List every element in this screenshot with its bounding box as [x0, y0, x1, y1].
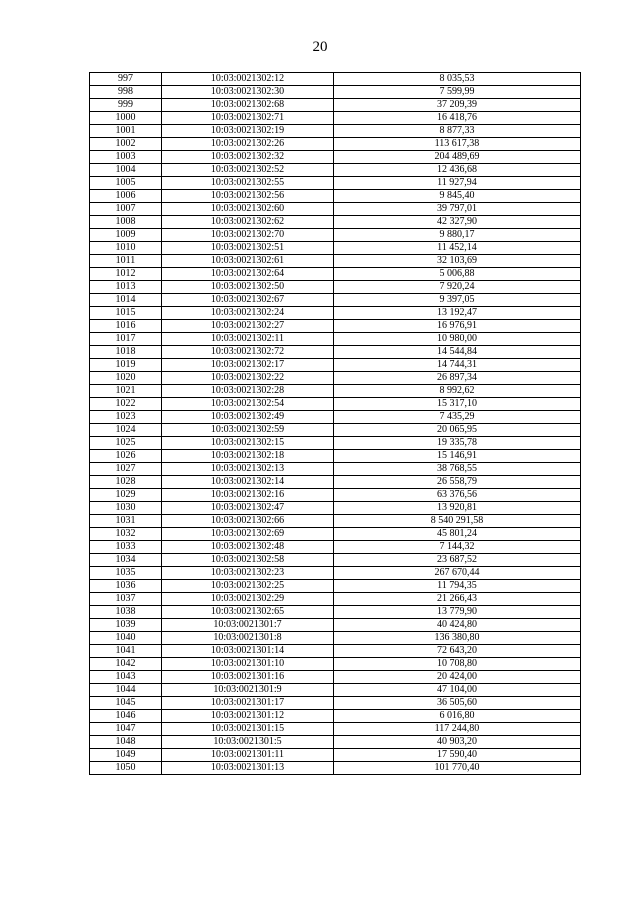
row-number-cell: 1009	[90, 229, 162, 242]
table-row	[90, 294, 581, 307]
table-row	[90, 606, 581, 619]
amount-cell: 23 687,52	[334, 554, 581, 567]
cadastral-number-cell: 10:03:0021301:14	[162, 645, 334, 658]
amount-cell: 8 540 291,58	[334, 515, 581, 528]
cadastral-number-cell: 10:03:0021301:12	[162, 710, 334, 723]
table-row	[90, 463, 581, 476]
cadastral-number-cell: 10:03:0021302:56	[162, 190, 334, 203]
cadastral-number-cell: 10:03:0021302:69	[162, 528, 334, 541]
row-number-cell: 1011	[90, 255, 162, 268]
row-number-cell: 999	[90, 99, 162, 112]
row-number-cell: 1038	[90, 606, 162, 619]
row-number-cell: 1002	[90, 138, 162, 151]
cadastral-number-cell: 10:03:0021302:72	[162, 346, 334, 359]
table-row	[90, 385, 581, 398]
cadastral-number-cell: 10:03:0021302:70	[162, 229, 334, 242]
cadastral-number-cell: 10:03:0021302:12	[162, 73, 334, 86]
table-row	[90, 86, 581, 99]
row-number-cell: 1020	[90, 372, 162, 385]
table-row	[90, 619, 581, 632]
ledger-table	[89, 72, 581, 775]
amount-cell: 63 376,56	[334, 489, 581, 502]
amount-cell: 16 418,76	[334, 112, 581, 125]
table-row	[90, 125, 581, 138]
row-number-cell: 1025	[90, 437, 162, 450]
amount-cell: 40 424,80	[334, 619, 581, 632]
cadastral-number-cell: 10:03:0021302:66	[162, 515, 334, 528]
amount-cell: 7 435,29	[334, 411, 581, 424]
table-row	[90, 697, 581, 710]
cadastral-number-cell: 10:03:0021301:15	[162, 723, 334, 736]
amount-cell: 15 146,91	[334, 450, 581, 463]
table-row	[90, 749, 581, 762]
cadastral-number-cell: 10:03:0021301:10	[162, 658, 334, 671]
row-number-cell: 1041	[90, 645, 162, 658]
amount-cell: 72 643,20	[334, 645, 581, 658]
table-row	[90, 541, 581, 554]
cadastral-number-cell: 10:03:0021302:67	[162, 294, 334, 307]
cadastral-number-cell: 10:03:0021302:68	[162, 99, 334, 112]
table-row	[90, 164, 581, 177]
row-number-cell: 1015	[90, 307, 162, 320]
amount-cell: 10 980,00	[334, 333, 581, 346]
row-number-cell: 1032	[90, 528, 162, 541]
row-number-cell: 1024	[90, 424, 162, 437]
amount-cell: 45 801,24	[334, 528, 581, 541]
table-row	[90, 190, 581, 203]
amount-cell: 20 424,00	[334, 671, 581, 684]
cadastral-number-cell: 10:03:0021301:17	[162, 697, 334, 710]
table-row	[90, 450, 581, 463]
cadastral-number-cell: 10:03:0021302:15	[162, 437, 334, 450]
row-number-cell: 1037	[90, 593, 162, 606]
table-row	[90, 489, 581, 502]
row-number-cell: 1017	[90, 333, 162, 346]
table-row	[90, 502, 581, 515]
row-number-cell: 1000	[90, 112, 162, 125]
table-row	[90, 99, 581, 112]
table-row	[90, 359, 581, 372]
amount-cell: 39 797,01	[334, 203, 581, 216]
cadastral-number-cell: 10:03:0021302:17	[162, 359, 334, 372]
row-number-cell: 1045	[90, 697, 162, 710]
cadastral-number-cell: 10:03:0021302:29	[162, 593, 334, 606]
amount-cell: 12 436,68	[334, 164, 581, 177]
amount-cell: 9 397,05	[334, 294, 581, 307]
table-row	[90, 398, 581, 411]
table-row	[90, 658, 581, 671]
amount-cell: 7 920,24	[334, 281, 581, 294]
amount-cell: 37 209,39	[334, 99, 581, 112]
amount-cell: 40 903,20	[334, 736, 581, 749]
row-number-cell: 997	[90, 73, 162, 86]
row-number-cell: 1022	[90, 398, 162, 411]
cadastral-number-cell: 10:03:0021302:48	[162, 541, 334, 554]
amount-cell: 204 489,69	[334, 151, 581, 164]
table-row	[90, 255, 581, 268]
table-row	[90, 684, 581, 697]
amount-cell: 20 065,95	[334, 424, 581, 437]
amount-cell: 11 927,94	[334, 177, 581, 190]
row-number-cell: 1031	[90, 515, 162, 528]
cadastral-number-cell: 10:03:0021302:16	[162, 489, 334, 502]
table-row	[90, 411, 581, 424]
row-number-cell: 1026	[90, 450, 162, 463]
table-row	[90, 242, 581, 255]
amount-cell: 15 317,10	[334, 398, 581, 411]
table-row	[90, 281, 581, 294]
cadastral-number-cell: 10:03:0021302:13	[162, 463, 334, 476]
cadastral-number-cell: 10:03:0021302:27	[162, 320, 334, 333]
table-row	[90, 138, 581, 151]
table-row	[90, 515, 581, 528]
cadastral-number-cell: 10:03:0021302:26	[162, 138, 334, 151]
row-number-cell: 1043	[90, 671, 162, 684]
amount-cell: 136 380,80	[334, 632, 581, 645]
table-row	[90, 112, 581, 125]
table-row	[90, 320, 581, 333]
table-row	[90, 554, 581, 567]
cadastral-number-cell: 10:03:0021301:7	[162, 619, 334, 632]
row-number-cell: 1013	[90, 281, 162, 294]
amount-cell: 38 768,55	[334, 463, 581, 476]
amount-cell: 26 558,79	[334, 476, 581, 489]
cadastral-number-cell: 10:03:0021302:32	[162, 151, 334, 164]
row-number-cell: 1039	[90, 619, 162, 632]
cadastral-number-cell: 10:03:0021302:61	[162, 255, 334, 268]
amount-cell: 13 920,81	[334, 502, 581, 515]
cadastral-number-cell: 10:03:0021301:8	[162, 632, 334, 645]
table-row	[90, 216, 581, 229]
table-row	[90, 151, 581, 164]
table-row	[90, 346, 581, 359]
amount-cell: 13 779,90	[334, 606, 581, 619]
amount-cell: 14 744,31	[334, 359, 581, 372]
amount-cell: 101 770,40	[334, 762, 581, 775]
table-row	[90, 710, 581, 723]
cadastral-number-cell: 10:03:0021301:5	[162, 736, 334, 749]
amount-cell: 8 877,33	[334, 125, 581, 138]
row-number-cell: 1050	[90, 762, 162, 775]
cadastral-number-cell: 10:03:0021302:55	[162, 177, 334, 190]
row-number-cell: 1027	[90, 463, 162, 476]
amount-cell: 26 897,34	[334, 372, 581, 385]
cadastral-number-cell: 10:03:0021302:60	[162, 203, 334, 216]
cadastral-number-cell: 10:03:0021301:11	[162, 749, 334, 762]
table-row	[90, 593, 581, 606]
amount-cell: 8 035,53	[334, 73, 581, 86]
row-number-cell: 1034	[90, 554, 162, 567]
table-row	[90, 177, 581, 190]
cadastral-number-cell: 10:03:0021302:22	[162, 372, 334, 385]
table-row	[90, 567, 581, 580]
amount-cell: 32 103,69	[334, 255, 581, 268]
amount-cell: 14 544,84	[334, 346, 581, 359]
cadastral-number-cell: 10:03:0021301:9	[162, 684, 334, 697]
amount-cell: 11 794,35	[334, 580, 581, 593]
cadastral-number-cell: 10:03:0021302:64	[162, 268, 334, 281]
table-row	[90, 229, 581, 242]
table-row	[90, 268, 581, 281]
row-number-cell: 1018	[90, 346, 162, 359]
cadastral-number-cell: 10:03:0021302:24	[162, 307, 334, 320]
amount-cell: 9 845,40	[334, 190, 581, 203]
amount-cell: 47 104,00	[334, 684, 581, 697]
cadastral-number-cell: 10:03:0021302:65	[162, 606, 334, 619]
row-number-cell: 1008	[90, 216, 162, 229]
table-row	[90, 723, 581, 736]
table-row	[90, 73, 581, 86]
row-number-cell: 1049	[90, 749, 162, 762]
amount-cell: 16 976,91	[334, 320, 581, 333]
amount-cell: 9 880,17	[334, 229, 581, 242]
table-row	[90, 580, 581, 593]
table-row	[90, 476, 581, 489]
row-number-cell: 1023	[90, 411, 162, 424]
row-number-cell: 1033	[90, 541, 162, 554]
row-number-cell: 1030	[90, 502, 162, 515]
table-row	[90, 307, 581, 320]
row-number-cell: 1042	[90, 658, 162, 671]
table-row	[90, 437, 581, 450]
ledger-body	[90, 73, 581, 775]
amount-cell: 267 670,44	[334, 567, 581, 580]
cadastral-number-cell: 10:03:0021302:23	[162, 567, 334, 580]
row-number-cell: 1012	[90, 268, 162, 281]
cadastral-number-cell: 10:03:0021302:18	[162, 450, 334, 463]
amount-cell: 11 452,14	[334, 242, 581, 255]
amount-cell: 117 244,80	[334, 723, 581, 736]
row-number-cell: 1010	[90, 242, 162, 255]
amount-cell: 6 016,80	[334, 710, 581, 723]
amount-cell: 36 505,60	[334, 697, 581, 710]
row-number-cell: 1040	[90, 632, 162, 645]
cadastral-number-cell: 10:03:0021302:62	[162, 216, 334, 229]
row-number-cell: 1028	[90, 476, 162, 489]
row-number-cell: 998	[90, 86, 162, 99]
table-row	[90, 671, 581, 684]
cadastral-number-cell: 10:03:0021302:14	[162, 476, 334, 489]
cadastral-number-cell: 10:03:0021301:16	[162, 671, 334, 684]
cadastral-number-cell: 10:03:0021302:71	[162, 112, 334, 125]
cadastral-number-cell: 10:03:0021301:13	[162, 762, 334, 775]
cadastral-number-cell: 10:03:0021302:30	[162, 86, 334, 99]
cadastral-number-cell: 10:03:0021302:52	[162, 164, 334, 177]
row-number-cell: 1047	[90, 723, 162, 736]
amount-cell: 19 335,78	[334, 437, 581, 450]
row-number-cell: 1016	[90, 320, 162, 333]
amount-cell: 10 708,80	[334, 658, 581, 671]
row-number-cell: 1035	[90, 567, 162, 580]
row-number-cell: 1048	[90, 736, 162, 749]
cadastral-number-cell: 10:03:0021302:50	[162, 281, 334, 294]
cadastral-number-cell: 10:03:0021302:19	[162, 125, 334, 138]
cadastral-number-cell: 10:03:0021302:59	[162, 424, 334, 437]
cadastral-number-cell: 10:03:0021302:54	[162, 398, 334, 411]
table-row	[90, 632, 581, 645]
amount-cell: 7 599,99	[334, 86, 581, 99]
amount-cell: 21 266,43	[334, 593, 581, 606]
row-number-cell: 1044	[90, 684, 162, 697]
amount-cell: 17 590,40	[334, 749, 581, 762]
table-row	[90, 528, 581, 541]
cadastral-number-cell: 10:03:0021302:51	[162, 242, 334, 255]
table-row	[90, 203, 581, 216]
amount-cell: 13 192,47	[334, 307, 581, 320]
amount-cell: 8 992,62	[334, 385, 581, 398]
row-number-cell: 1001	[90, 125, 162, 138]
page-number: 20	[312, 39, 328, 55]
row-number-cell: 1005	[90, 177, 162, 190]
cadastral-number-cell: 10:03:0021302:58	[162, 554, 334, 567]
table-row	[90, 736, 581, 749]
table-row	[90, 372, 581, 385]
row-number-cell: 1007	[90, 203, 162, 216]
table-row	[90, 333, 581, 346]
row-number-cell: 1021	[90, 385, 162, 398]
row-number-cell: 1036	[90, 580, 162, 593]
cadastral-number-cell: 10:03:0021302:25	[162, 580, 334, 593]
cadastral-number-cell: 10:03:0021302:47	[162, 502, 334, 515]
amount-cell: 42 327,90	[334, 216, 581, 229]
amount-cell: 5 006,88	[334, 268, 581, 281]
table-row	[90, 424, 581, 437]
table-row	[90, 762, 581, 775]
row-number-cell: 1046	[90, 710, 162, 723]
row-number-cell: 1003	[90, 151, 162, 164]
amount-cell: 113 617,38	[334, 138, 581, 151]
row-number-cell: 1014	[90, 294, 162, 307]
amount-cell: 7 144,32	[334, 541, 581, 554]
row-number-cell: 1019	[90, 359, 162, 372]
cadastral-number-cell: 10:03:0021302:11	[162, 333, 334, 346]
row-number-cell: 1029	[90, 489, 162, 502]
cadastral-number-cell: 10:03:0021302:28	[162, 385, 334, 398]
cadastral-number-cell: 10:03:0021302:49	[162, 411, 334, 424]
table-row	[90, 645, 581, 658]
row-number-cell: 1006	[90, 190, 162, 203]
row-number-cell: 1004	[90, 164, 162, 177]
